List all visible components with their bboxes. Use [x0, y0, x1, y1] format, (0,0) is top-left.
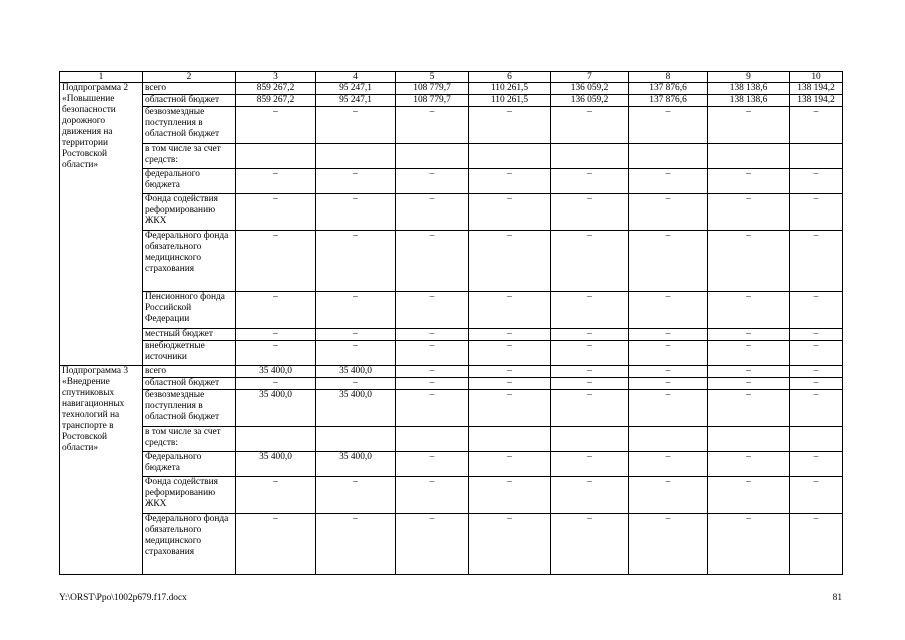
subprogram-title: Подпрограмма 3 «Внедрение спутниковых навигационных технологий на транспорте в Ростовской области» — [60, 366, 143, 575]
amount-cell: 137 876,6 — [629, 83, 708, 95]
amount-cell: – — [629, 292, 708, 329]
column-number-header: 4 — [316, 72, 396, 83]
amount-cell: – — [316, 477, 396, 514]
footer-file-path: Y:\ORST\Ppo\1002p679.f17.docx — [59, 593, 187, 603]
table-row — [60, 231, 843, 292]
funding-source-label: в том числе за счет средств: — [143, 144, 236, 169]
amount-cell: – — [629, 169, 708, 194]
subprogram-title: Подпрограмма 2 «Повышение безопасности дорожного движения на территории Ростовской области» — [60, 83, 143, 366]
budget-table — [59, 71, 843, 575]
amount-cell: – — [316, 341, 396, 366]
amount-cell: 35 400,0 — [316, 366, 396, 378]
funding-source-label: внебюджетные источники — [143, 341, 236, 366]
table-row — [60, 366, 843, 378]
amount-cell: 137 876,6 — [629, 95, 708, 107]
amount-cell: – — [316, 514, 396, 575]
amount-cell: – — [551, 366, 629, 378]
amount-cell: – — [396, 107, 469, 144]
funding-source-label: безвозмездные поступления в областной бюджет — [143, 107, 236, 144]
amount-cell: – — [316, 194, 396, 231]
amount-cell: – — [551, 329, 629, 341]
table-row — [60, 341, 843, 366]
amount-cell: – — [316, 329, 396, 341]
amount-cell: – — [469, 169, 551, 194]
amount-cell: – — [551, 107, 629, 144]
table-row — [60, 107, 843, 144]
table-row — [60, 83, 843, 95]
amount-cell: – — [708, 169, 790, 194]
column-number-header: 2 — [143, 72, 236, 83]
funding-source-label: Пенсионного фонда Российской Федерации — [143, 292, 236, 329]
amount-cell: – — [551, 514, 629, 575]
table-row — [60, 292, 843, 329]
amount-cell: – — [790, 107, 843, 144]
amount-cell: – — [551, 292, 629, 329]
amount-cell: 35 400,0 — [236, 390, 316, 427]
amount-cell: – — [629, 329, 708, 341]
amount-cell — [236, 427, 316, 452]
amount-cell: – — [790, 231, 843, 292]
amount-cell: – — [469, 452, 551, 477]
amount-cell: – — [629, 194, 708, 231]
amount-cell — [629, 427, 708, 452]
amount-cell: – — [629, 514, 708, 575]
funding-source-label: областной бюджет — [143, 378, 236, 390]
amount-cell: – — [396, 169, 469, 194]
column-number-header: 7 — [551, 72, 629, 83]
amount-cell: – — [396, 366, 469, 378]
amount-cell — [316, 427, 396, 452]
amount-cell: – — [236, 477, 316, 514]
amount-cell: – — [469, 390, 551, 427]
amount-cell: – — [790, 329, 843, 341]
amount-cell — [236, 144, 316, 169]
amount-cell: – — [708, 452, 790, 477]
amount-cell: – — [396, 231, 469, 292]
funding-source-label: в том числе за счет средств: — [143, 427, 236, 452]
amount-cell: – — [790, 514, 843, 575]
amount-cell: – — [551, 390, 629, 427]
amount-cell: 136 059,2 — [551, 95, 629, 107]
amount-cell: – — [790, 169, 843, 194]
amount-cell: – — [469, 341, 551, 366]
amount-cell: 136 059,2 — [551, 83, 629, 95]
funding-source-label: всего — [143, 366, 236, 378]
amount-cell: 35 400,0 — [316, 390, 396, 427]
amount-cell: – — [551, 194, 629, 231]
amount-cell: – — [236, 107, 316, 144]
amount-cell: – — [236, 341, 316, 366]
amount-cell: – — [469, 366, 551, 378]
amount-cell: 138 194,2 — [790, 83, 843, 95]
amount-cell: 138 194,2 — [790, 95, 843, 107]
amount-cell: 110 261,5 — [469, 83, 551, 95]
amount-cell: – — [708, 292, 790, 329]
amount-cell: – — [790, 341, 843, 366]
amount-cell: – — [629, 107, 708, 144]
amount-cell: – — [469, 329, 551, 341]
table-row — [60, 194, 843, 231]
amount-cell: 95 247,1 — [316, 95, 396, 107]
amount-cell: 859 267,2 — [236, 95, 316, 107]
amount-cell: – — [396, 378, 469, 390]
amount-cell — [551, 144, 629, 169]
amount-cell: – — [316, 378, 396, 390]
footer-page-number: 81 — [832, 593, 842, 603]
amount-cell: – — [551, 169, 629, 194]
amount-cell: 859 267,2 — [236, 83, 316, 95]
column-number-header: 1 — [60, 72, 143, 83]
table-header-row — [60, 72, 843, 83]
amount-cell: – — [708, 390, 790, 427]
amount-cell — [469, 144, 551, 169]
table-row — [60, 427, 843, 452]
column-number-header: 6 — [469, 72, 551, 83]
funding-source-label: Федерального бюджета — [143, 452, 236, 477]
amount-cell — [708, 427, 790, 452]
amount-cell: – — [629, 452, 708, 477]
funding-source-label: Федерального фонда обязательного медицинского страхования — [143, 514, 236, 575]
table-row — [60, 169, 843, 194]
amount-cell: – — [708, 477, 790, 514]
amount-cell: – — [708, 231, 790, 292]
amount-cell: 138 138,6 — [708, 83, 790, 95]
amount-cell: – — [708, 378, 790, 390]
amount-cell: – — [316, 107, 396, 144]
amount-cell: – — [316, 231, 396, 292]
funding-source-label: безвозмездные поступления в областной бюджет — [143, 390, 236, 427]
amount-cell: – — [396, 390, 469, 427]
funding-source-label: федерального бюджета — [143, 169, 236, 194]
funding-source-label: Фонда содействия реформированию ЖКХ — [143, 194, 236, 231]
amount-cell: – — [236, 292, 316, 329]
amount-cell — [469, 427, 551, 452]
amount-cell: 95 247,1 — [316, 83, 396, 95]
amount-cell: – — [790, 292, 843, 329]
amount-cell: 138 138,6 — [708, 95, 790, 107]
column-number-header: 5 — [396, 72, 469, 83]
amount-cell: – — [396, 514, 469, 575]
amount-cell: – — [469, 514, 551, 575]
amount-cell: – — [396, 341, 469, 366]
amount-cell: – — [629, 366, 708, 378]
table-row — [60, 329, 843, 341]
amount-cell: – — [629, 390, 708, 427]
amount-cell: 35 400,0 — [236, 452, 316, 477]
table-row — [60, 390, 843, 427]
amount-cell — [790, 427, 843, 452]
amount-cell: – — [469, 231, 551, 292]
amount-cell — [790, 144, 843, 169]
funding-source-label: областной бюджет — [143, 95, 236, 107]
amount-cell: – — [236, 194, 316, 231]
amount-cell: – — [708, 341, 790, 366]
column-number-header: 8 — [629, 72, 708, 83]
amount-cell — [396, 427, 469, 452]
table-row — [60, 452, 843, 477]
amount-cell: – — [708, 329, 790, 341]
amount-cell: – — [790, 477, 843, 514]
amount-cell: – — [790, 194, 843, 231]
table-row — [60, 95, 843, 107]
amount-cell: – — [469, 107, 551, 144]
amount-cell: 35 400,0 — [236, 366, 316, 378]
amount-cell: – — [629, 231, 708, 292]
amount-cell: 110 261,5 — [469, 95, 551, 107]
amount-cell: – — [396, 477, 469, 514]
amount-cell: 35 400,0 — [316, 452, 396, 477]
amount-cell: – — [708, 514, 790, 575]
amount-cell: – — [236, 231, 316, 292]
funding-source-label: местный бюджет — [143, 329, 236, 341]
amount-cell: – — [469, 477, 551, 514]
amount-cell: – — [469, 378, 551, 390]
table-row — [60, 144, 843, 169]
amount-cell — [708, 144, 790, 169]
amount-cell: – — [236, 329, 316, 341]
amount-cell — [629, 144, 708, 169]
amount-cell: – — [396, 194, 469, 231]
amount-cell: – — [790, 390, 843, 427]
amount-cell: 108 779,7 — [396, 95, 469, 107]
amount-cell — [316, 144, 396, 169]
amount-cell: – — [469, 292, 551, 329]
amount-cell: – — [236, 169, 316, 194]
amount-cell: – — [629, 378, 708, 390]
column-number-header: 3 — [236, 72, 316, 83]
column-number-header: 10 — [790, 72, 843, 83]
amount-cell: – — [708, 107, 790, 144]
amount-cell: – — [708, 194, 790, 231]
amount-cell: – — [551, 452, 629, 477]
amount-cell — [396, 144, 469, 169]
funding-source-label: Фонда содействия реформированию ЖКХ — [143, 477, 236, 514]
amount-cell: – — [469, 194, 551, 231]
amount-cell — [551, 427, 629, 452]
amount-cell: – — [396, 452, 469, 477]
amount-cell: – — [551, 231, 629, 292]
amount-cell: – — [236, 514, 316, 575]
funding-source-label: всего — [143, 83, 236, 95]
amount-cell: 108 779,7 — [396, 83, 469, 95]
amount-cell: – — [236, 378, 316, 390]
amount-cell: – — [316, 169, 396, 194]
amount-cell: – — [790, 452, 843, 477]
amount-cell: – — [396, 292, 469, 329]
amount-cell: – — [316, 292, 396, 329]
amount-cell: – — [551, 341, 629, 366]
amount-cell: – — [708, 366, 790, 378]
amount-cell: – — [629, 341, 708, 366]
amount-cell: – — [551, 477, 629, 514]
funding-source-label: Федерального фонда обязательного медицинского страхования — [143, 231, 236, 292]
table-row — [60, 514, 843, 575]
amount-cell: – — [396, 329, 469, 341]
table-row — [60, 477, 843, 514]
amount-cell: – — [629, 477, 708, 514]
table-row — [60, 378, 843, 390]
amount-cell: – — [790, 366, 843, 378]
amount-cell: – — [790, 378, 843, 390]
column-number-header: 9 — [708, 72, 790, 83]
amount-cell: – — [551, 378, 629, 390]
